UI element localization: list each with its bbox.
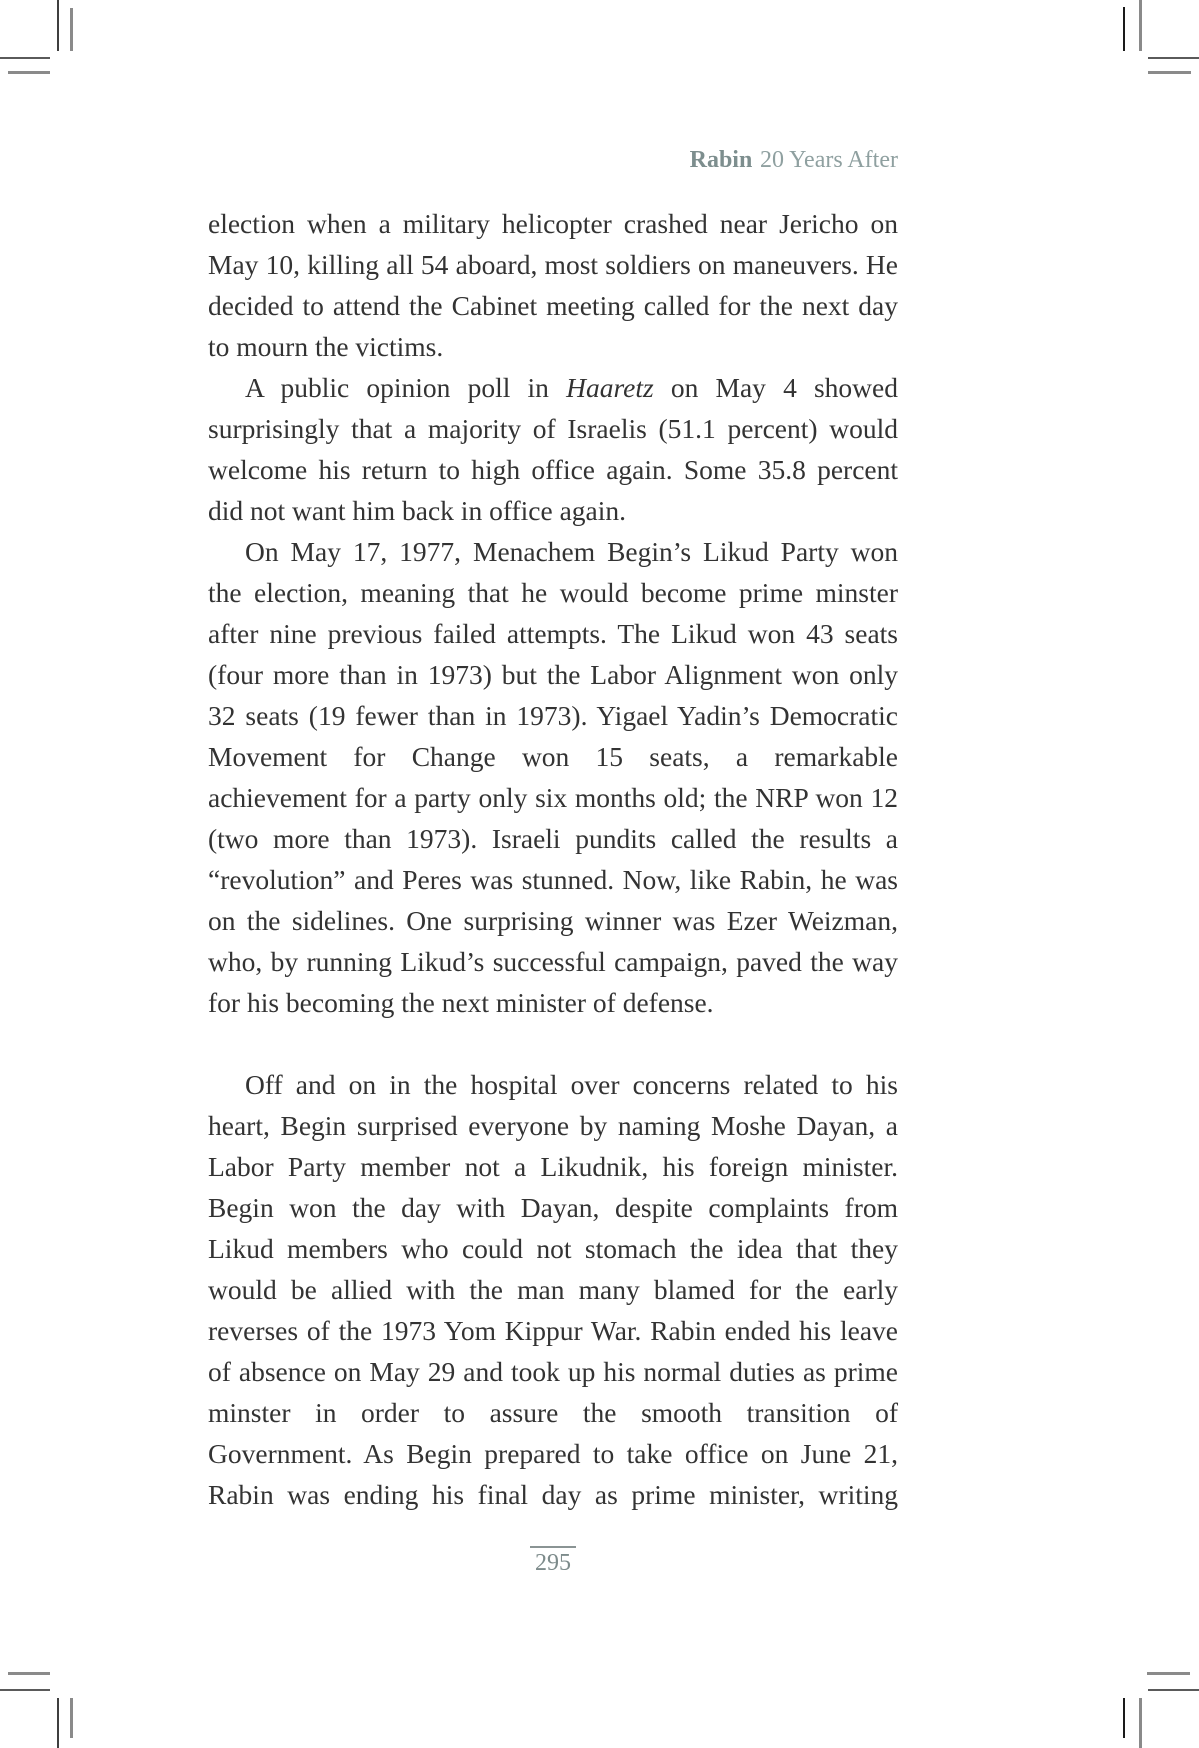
text-run: A public opinion poll in xyxy=(245,372,567,403)
text-run: on May 4 showed surprisingly that a majority of Israelis (51.1 percent) would welcome his return to high office again. Some 35.8 percent did not want him back in office again. xyxy=(208,372,899,526)
page-footer xyxy=(208,1546,898,1577)
crop-mark-line xyxy=(1147,1672,1190,1675)
crop-mark-line xyxy=(1123,7,1125,51)
crop-mark-line xyxy=(57,0,59,51)
italic-text: Haaretz xyxy=(566,372,654,403)
crop-mark-line xyxy=(70,8,73,51)
paragraph xyxy=(208,531,898,1023)
crop-mark-line xyxy=(70,1698,73,1738)
page-number: 295 xyxy=(530,1546,576,1577)
crop-mark-line xyxy=(1148,57,1199,59)
running-header-subtitle: 20 Years After xyxy=(760,147,898,173)
crop-mark-line xyxy=(0,57,50,59)
paragraph xyxy=(208,1064,898,1515)
running-header xyxy=(208,146,898,174)
crop-mark-line xyxy=(8,1672,50,1675)
paragraph xyxy=(208,367,898,531)
crop-mark-line xyxy=(1148,1689,1199,1691)
crop-mark-line xyxy=(8,71,50,74)
crop-mark-line xyxy=(57,1698,59,1748)
crop-mark-line xyxy=(1148,71,1191,74)
crop-mark-line xyxy=(1139,1698,1142,1748)
crop-mark-line xyxy=(0,1689,50,1691)
running-header-title: Rabin xyxy=(689,147,753,173)
crop-mark-line xyxy=(1123,1698,1125,1738)
text-run: On May 17, 1977, Menachem Begin’s Likud Party won the election, meaning that he would become prime minster after nine previous failed attempts. The Likud won 43 seats (four more than in 1973) but the Labor Alignment won only 32 seats (19 fewer than in 1973). Yigael Yadin’s Democratic Movement for Change won 15 seats, a remarkable achievement for a party only six months old; the NRP won 12 (two more than 1973). Israeli pundits called the results a “revolution” and Peres was stunned. Now, like Rabin, he was on the sidelines. One surprising winner was Ezer Weizman, who, by running Likud’s successful campaign, paved the way for his becoming the next minister of defense. xyxy=(208,536,898,1018)
text-run: election when a military helicopter crashed near Jericho on May 10, killing all 54 aboard, most soldiers on maneuvers. He decided to attend the Cabinet meeting called for the next day to mourn the victims. xyxy=(208,208,898,362)
text-run: Off and on in the hospital over concerns related to his heart, Begin surprised everyone by naming Moshe Dayan, a Labor Party member not a Likudnik, his foreign minister. Begin won the day with Dayan, despite complaints from Likud members who could not stomach the idea that they would be allied with the man many blamed for the early reverses of the 1973 Yom Kippur War. Rabin ended his leave of absence on May 29 and took up his normal duties as prime minster in order to assure the smooth transition of Government. As Begin prepared to take office on June 21, Rabin was ending his final day as prime minister, writing xyxy=(208,1069,898,1510)
crop-mark-line xyxy=(1139,0,1142,51)
body-text xyxy=(208,203,898,1515)
paragraph xyxy=(208,203,898,367)
